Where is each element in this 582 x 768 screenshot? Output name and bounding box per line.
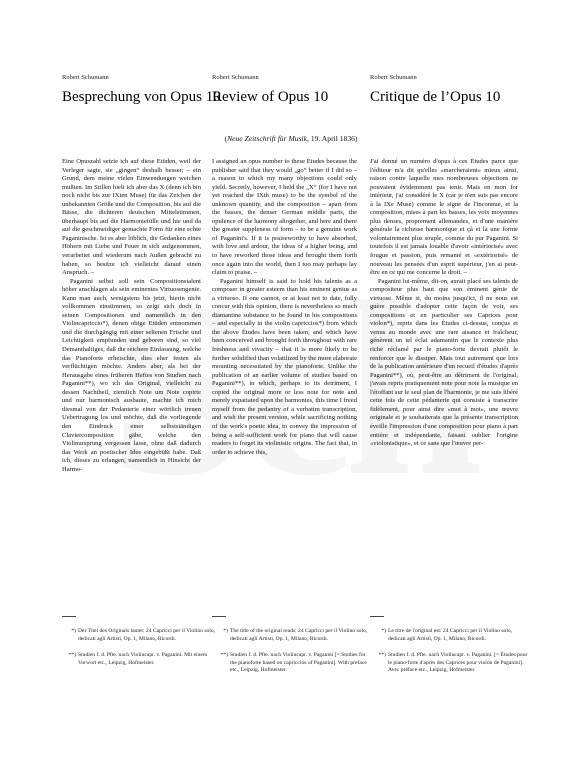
footnote-rule [62,616,76,617]
footnote-mark: *) [381,628,386,634]
paragraph: Eine Opuszahl setzte ich auf diese Etüden, weil der Verleger sagte, sie „gingen“ deshalb besser; – ein Grund, dem meine vielen Einwendungen weichen mußten. Im Stillen hielt ich aber das X (denn ich bin noch nicht bis zur IXten Muse) für das Zeichen der unbekannten Größe und die Composition, bis auf die Bässe, die dichteren deutschen Mittelstimmen, überhaupt bis auf die Harmoniefülle und hie und da auf die geschmeidiger gemachte Form für eine echte Paganinische. Ist es aber löblich, die Gedanken eines Höhern mit Liebe und Feuer in sich aufgenommen, verarbeitet und wiederum nach Außen gebracht zu haben, so besitze ich vielleicht darauf einen Anspruch. – [62,158,201,277]
footnote-mark: *) [223,628,228,634]
footnote-text: The title of the original reads: 24 Capricci per il Violino solo, dedicati agli Artisti, Op. 1, Milano, Ricordi. [230,628,368,642]
paragraph: Paganini lui-même, dit-on, aurait placé ses talents de compositeur plus haut que son éminent génie de virtuose. Même si, du moins jusqu'ici, il ne nous est guère possible d'adopter cette façon de voir, ses compositions et en particulier ses Caprices pour violon*), repris dans les Études ci-dessus, conçus et venus au monde avec une rare aisance et fraîcheur, génèrent un tel éclat adamantin que le contexte plus riche réclamé par le piano-forte devrait plutôt le renforcer que le dissiper. Mais tout autrement que lors de la publication antérieure d'un recueil d'études d'après Paganini**), où, peut-être au détriment de l'original, j'avais repris pratiquement note pour note la musique en l'étoffant sur le seul plan de l'harmonie, je me suis libéré cette fois de cette pédanterie qui consiste à transcrire fidèlement, pour ainsi dire «mot à mot», une œuvre originale et je souhaiterais que la présente transcription éveille l'impression d'une composition pour piano à part entière et indépendante, faisant oublier l'origine «violonistique», et ce sans que l'œuvre per- [370,277,518,448]
paragraph: Paganini selbst soll sein Compositionstalent höher anschlagen als sein eminentes Virtuosengenie. Kann man auch, wenigstens bis jetzt, hierin nicht vollkommen einstimmen, so zeigt sich doch in seinen Compositionen und namentlich in den Violincapriccio*), denen obige Etüden entnommen und die durchgängig mit einer seltenen Frische und Leichtigkeit empfunden und geboren sind, so viel Demanthaltiges, daß die reichere Einfassung, welche das Pianoforte erheischte, dies eher festen als verflüchtigen möchte. Anders aber, als bei der Herausgabe eines früheren Heftes von Studien nach Paganini**), wo ich das Original, vielleicht zu dessen Nachtheil, ziemlich Note um Note copirte und nur harmonisch ausbaute, machte ich mich diesmal von der Pedanterie einer wörtlich treuen Uebertragung los und möchte, daß die vorliegende den Eindruck einer selbstständigen Claviercomposition gäbe, welche den Violinursprung vergessen lasse, ohne daß dadurch das Werk an poetischer Idee eingebüßt habe. Daß ich, dieses zu erlangen, namentlich in Hinsicht der Harmo- [62,277,201,473]
column-header-german [62,74,222,105]
footnote-rule [212,616,226,617]
body-column-french [370,158,518,548]
paragraph: J'ai donné un numéro d'opus à ces Études parce que l'éditeur m'a dit qu'elles «marcheraient» mieux ainsi, raison contre laquelle mes nombreuses objections ne pouvaient évidemment pas tenir. Mais en mon for intérieur, j'ai considéré le X (car je n'en suis pas encore à la IXe Muse) comme le signe de l'inconnue, et la composition, mises à part les basses, les voix moyennes plus denses, proprement allemandes, et d'une manière générale la richesse harmonique et çà et là une forme volontairement plus souple, comme du pur Paganini. Si toutefois il est jamais louable d'avoir «intériorisé» avec fougue et passion, puis remanié et «extériorisé» de nouveau les pensées d'un esprit supérieur, j'en ai peut-être en ce qui me concerne le droit. – [370,158,518,277]
article-title: Critique de l’Opus 10 [370,89,501,105]
paragraph: I assigned an opus number to these Études because the publisher said that they would „go“ better if I did so – a reason to which my many objections could only yield. Secretly, however, I held the „X“ (for I have not yet reached the IXth muse) to be the symbol of the unknown quantity, and the composition – apart from the basses, the denser German middle parts, the opulence of the harmony altogether, and here and there the greater suppleness of form – to be a genuine work of Paganini's. If it is praiseworthy to have absorbed, with love and ardour, the ideas of a higher being, and to have reworked those ideas and brought them forth once again into the world, then I too may perhaps lay claim to praise. – [212,158,357,277]
author-name: Robert Schumann [370,74,417,81]
author-name: Robert Schumann [62,74,109,81]
footnote-text: Le titre de l'original est: 24 Capricci per il Violino solo, dedicati agli Artisti, Op. 1, Milano, Ricordi. [388,628,513,642]
footnote [378,652,528,675]
body-column-german [62,158,201,548]
footnote-text: Der Titel des Originals lautet: 24 Capricci per il Violino solo, dedicati agli Artisti, Op. 1, Milano, Ricordi. [78,628,216,642]
publication-date: , 19. April 1836) [307,134,358,143]
source-citation: (Neue Zeitschrift für Musik, 19. April 1836) [224,134,358,143]
footnote-mark: *) [71,628,76,634]
article-title: Besprechung von Opus 10 [62,89,221,105]
footnote [381,628,528,643]
footnote [223,628,370,643]
article-title: Review of Opus 10 [212,89,329,105]
footnote [68,652,218,667]
footnote [220,652,370,675]
footnote-mark: **) [68,652,76,658]
column-header-english [212,74,372,105]
footnote-text: Studien f. d. Pfte. nach Violincapr. v. Paganini. [= Études pour le piano-forte d'après des Caprices pour violon de Paganini]. Avec préface etc., Leipzig, Hofmeister. [388,652,528,674]
column-header-french [370,74,530,105]
body-column-english [212,158,357,548]
footnote-mark: **) [378,652,386,658]
journal-name: Neue Zeitschrift für Musik [227,134,308,143]
footnote-text: Studien f. d. Pfte. nach Violincapr. v. Paganini [= Studies for the pianoforte based on capriccios of Paganini]. With preface etc., Leipzig, Hofmeister. [230,652,367,674]
author-name: Robert Schumann [212,74,259,81]
footnote-text: Studien f. d. Pfte. nach Violincapr. v. Paganini. Mit einem Vorwort etc., Leipzig, Hofmeister. [78,652,208,666]
paragraph: Paganini himself is said to hold his talents as a composer in greater esteem than his eminent genius as a virtuoso. If one cannot, or at least not to date, fully concur with this opinion, there is nevertheless so much diamantine substance to be found in his compositions – and especially in the violin capriccios*) from which the above Études have been taken, and which have been conceived and brought forth throughout with rare freshness and vivacity – that it is more likely to be further solidified than volatilized by the more elaborate mounting necessitated by the pianoforte. Unlike the publication of an earlier volume of studies based on Paganini**), in which, perhaps to its detriment, I copied the original more or less note for note and merely expatiated upon the harmonies, this time I freed myself from the pedantry of a verbatim transcription, and wish the present version, while sacrificing nothing of the work's poetic idea, to convey the impression of being a self-sufficient work for piano that will cause readers to forget its violinistic origins. The fact that, in order to achieve this, [212,277,357,456]
footnote-rule [370,616,384,617]
footnote-mark: **) [220,652,228,658]
footnote [71,628,218,643]
